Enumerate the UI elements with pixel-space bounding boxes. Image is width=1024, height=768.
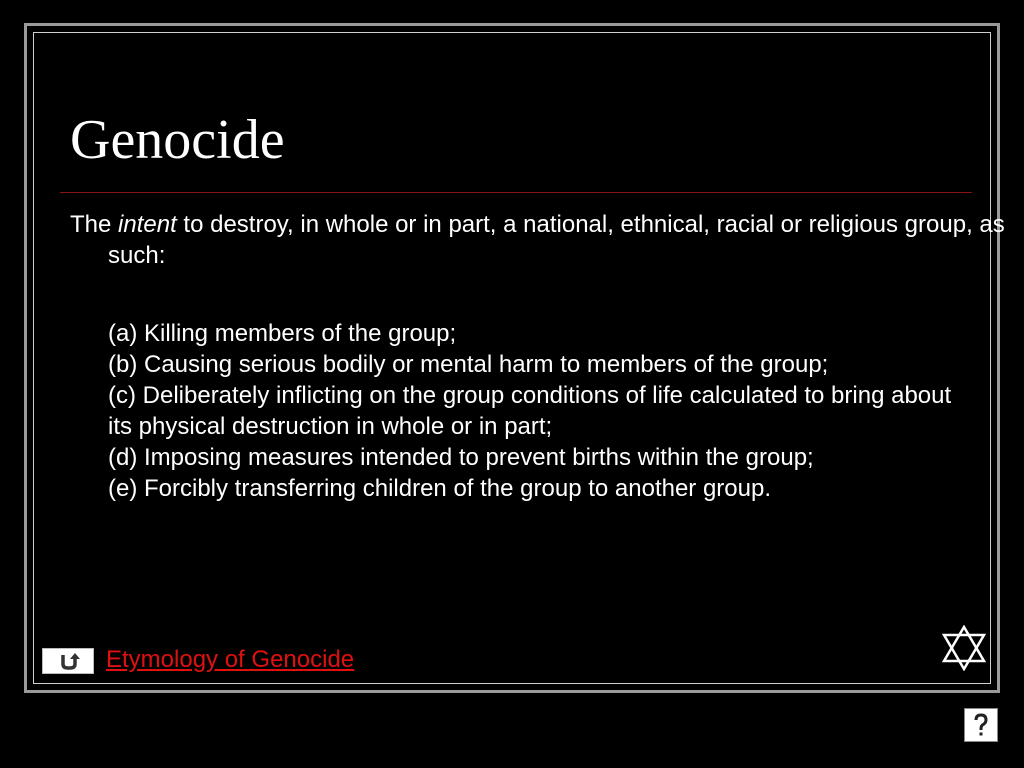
- etymology-link[interactable]: Etymology of Genocide: [106, 646, 355, 673]
- help-button[interactable]: [964, 708, 998, 742]
- star-of-david-button[interactable]: [940, 625, 988, 671]
- act-item-a: (a) Killing members of the group;: [108, 320, 457, 347]
- intro-prefix: The: [70, 211, 119, 238]
- intro-emphasis: intent: [118, 211, 177, 238]
- act-item-b: (b) Causing serious bodily or mental harm to members of the group;: [108, 351, 829, 378]
- title-divider: [60, 192, 972, 193]
- slide-title: Genocide: [70, 109, 285, 171]
- question-mark-icon: [965, 709, 997, 741]
- return-arrow-icon: [57, 652, 81, 670]
- acts-list: [108, 318, 978, 504]
- act-item-c: (c) Deliberately inflicting on the group conditions of life calculated to bring about its physical destruction in whole or in part;: [108, 382, 952, 440]
- definition-intro: [70, 209, 1008, 271]
- return-button[interactable]: [42, 648, 94, 674]
- act-item-e: (e) Forcibly transferring children of the group to another group.: [108, 475, 772, 502]
- intro-rest: to destroy, in whole or in part, a national, ethnical, racial or religious group, as such:: [108, 211, 1005, 269]
- act-item-d: (d) Imposing measures intended to prevent births within the group;: [108, 444, 814, 471]
- star-of-david-icon: [940, 625, 988, 671]
